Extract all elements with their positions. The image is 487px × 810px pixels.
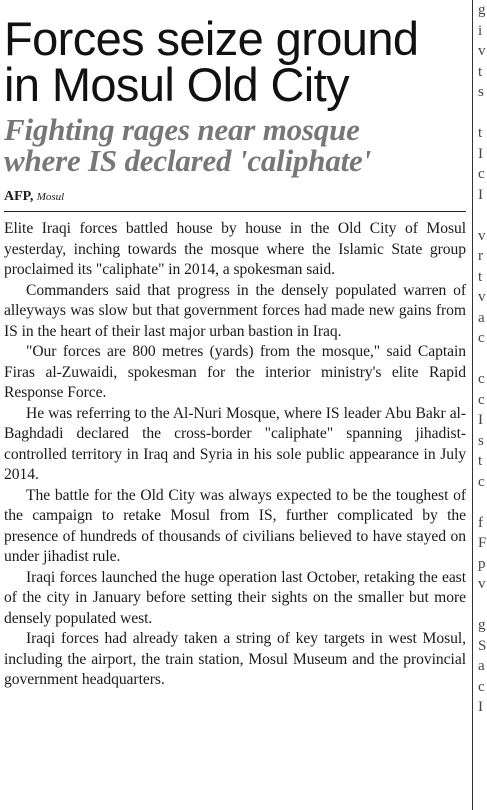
adjacent-column-letter: I [478,145,483,162]
adjacent-column-letter: t [478,453,483,469]
article [4,6,466,691]
adjacent-column-letter: t [478,63,483,80]
column-divider [472,0,473,810]
byline [4,188,466,212]
paragraph-4: He was referring to the Al-Nuri Mosque, where IS leader Abu Bakr al-Baghdadi declared the cross-border "caliphate" spanning jihadist-controlled territory in Iraq and Syria in his sole public appearance in July 2014. [4,404,466,483]
adjacent-column-letter: a [478,658,485,674]
adjacent-column-letter: r [478,248,483,264]
adjacent-column-letter: s [478,84,484,100]
adjacent-column-letter [478,595,487,616]
paragraph-3: "Our forces are 800 metres (yards) from the mosque," said Captain Firas al-Zuwaidi, spokesman for the interior ministry's elite Rapid Response Force. [4,343,466,401]
subhead-line-1: Fighting rages near mosque [4,112,360,147]
byline-place: Mosul [36,191,65,203]
headline [4,12,466,111]
adjacent-column-letter: v [478,576,486,592]
adjacent-column-letter [478,349,487,370]
adjacent-column-letter: c [478,371,485,387]
adjacent-column-letter: c [478,473,485,490]
adjacent-column-letter: c [478,330,485,346]
adjacent-column-letter [478,205,487,226]
adjacent-column-letter: I [478,412,483,428]
adjacent-column-letter: g [478,617,486,633]
paragraph-2: Commanders said that progress in the densely populated warren of alleyways was slow but that government forces had made new gains from IS in the heart of their last major urban bastion in Iraq. [4,281,466,340]
paragraph-1: Elite Iraqi forces battled house by house in the Old City of Mosul yesterday, inching towards the mosque where the Islamic State group proclaimed its "caliphate" in 2014, a spokesman said. [4,220,466,278]
subheadline [4,114,466,176]
headline-line-2: in Mosul Old City [4,58,350,111]
adjacent-column-letter: f [478,514,483,531]
adjacent-column-letter: s [478,432,484,449]
adjacent-column-letter: a [478,309,485,326]
adjacent-column-letter: g [478,2,486,18]
adjacent-column-fragment [478,0,487,810]
adjacent-column-letter: c [478,678,485,695]
adjacent-column-letter: v [478,43,486,59]
adjacent-column-letter: F [478,535,487,551]
adjacent-column-letter: c [478,391,485,408]
adjacent-column-letter: i [478,22,483,39]
adjacent-column-letter: v [478,227,486,244]
headline-line-1: Forces seize ground [4,12,419,65]
paragraph-6: Iraqi forces launched the huge operation last October, retaking the east of the city in January before setting their sights on the smaller but more densely populated west. [4,568,466,627]
adjacent-column-letter: I [478,699,483,715]
adjacent-column-letter: c [478,166,485,182]
adjacent-column-letter [478,103,487,124]
paragraph-7: Iraqi forces had already taken a string of key targets in west Mosul, including the airport, the train station, Mosul Museum and the provincial government headquarters. [4,630,466,688]
adjacent-column-letter: I [478,186,483,203]
adjacent-column-letter [478,492,487,513]
adjacent-column-letter: S [478,637,487,654]
adjacent-column-letter: t [478,125,483,141]
article-body [4,219,466,691]
adjacent-column-letter: t [478,268,483,285]
byline-agency: AFP, [4,189,34,204]
adjacent-column-letter: v [478,289,486,305]
adjacent-column-letter: p [478,555,486,572]
paragraph-5: The battle for the Old City was always expected to be the toughest of the campaign to retake Mosul from IS, further complicated by the presence of hundreds of thousands of civilians believed to have stayed on under jihadist rule. [4,486,466,565]
subhead-line-2: where IS declared 'caliphate' [4,143,372,178]
